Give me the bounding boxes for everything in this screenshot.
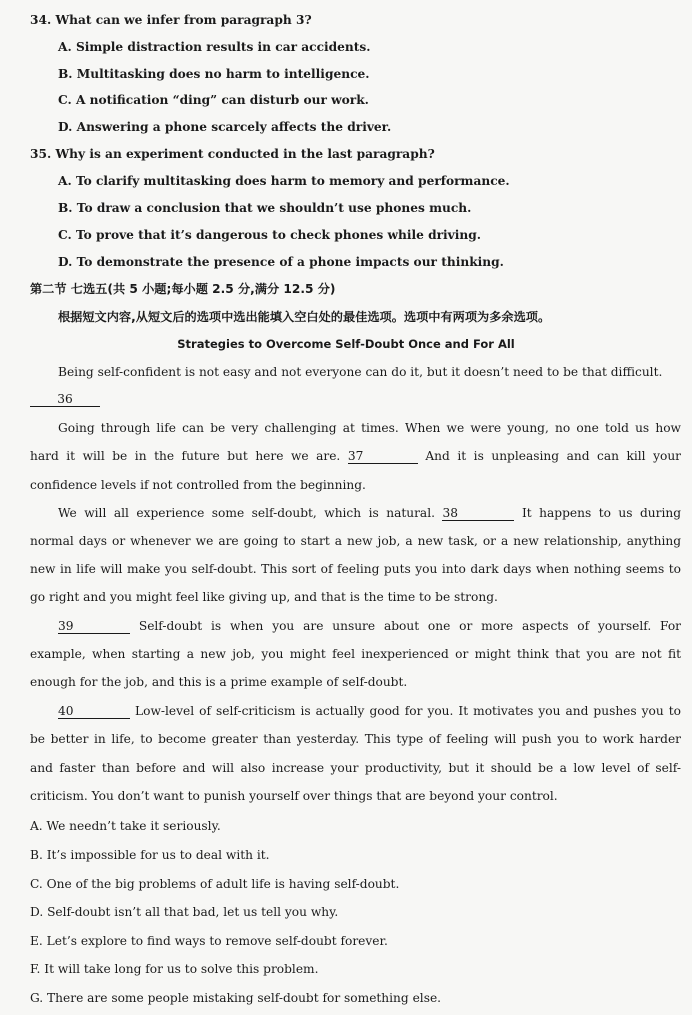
paragraph-4-line-3: enough for the job, and this is a prime example of self-doubt. (30, 675, 408, 689)
question-35-option-d: D. To demonstrate the presence of a phone impacts our thinking. (58, 255, 504, 269)
paragraph-2-line-2-text-b: And it is unpleasing and can kill your (425, 449, 681, 463)
paragraph-3-line-1 (58, 505, 681, 521)
question-35-option-b: B. To draw a conclusion that we shouldn’t use phones much. (58, 201, 472, 215)
paragraph-2-line-1: Going through life can be very challenging at times. When we were young, no one told us how (58, 421, 681, 435)
blank-37: 37 (348, 450, 418, 464)
blank-38: 38 (442, 507, 514, 521)
paragraph-5-line-1 (58, 703, 681, 719)
paragraph-4-line-1 (58, 618, 681, 634)
section-heading: 第二节 七选五(共 5 小题;每小题 2.5 分,满分 12.5 分) (30, 282, 336, 296)
blank-39: 39 (58, 620, 130, 634)
choice-d: D. Self-doubt isn’t all that bad, let us tell you why. (30, 905, 339, 919)
choice-b: B. It’s impossible for us to deal with it. (30, 848, 270, 862)
paragraph-3-line-1-text-a: We will all experience some self-doubt, which is natural. (58, 506, 435, 520)
section-instruction: 根据短文内容,从短文后的选项中选出能填入空白处的最佳选项。选项中有两项为多余选项。 (58, 310, 551, 324)
question-34-stem: 34. What can we infer from paragraph 3? (30, 13, 312, 27)
question-34-option-c: C. A notification “ding” can disturb our work. (58, 93, 369, 107)
blank-40: 40 (58, 705, 130, 719)
passage-title: Strategies to Overcome Self-Doubt Once and For All (177, 337, 515, 351)
paragraph-5-line-4: criticism. You don’t want to punish yourself over things that are beyond your control. (30, 789, 558, 803)
paragraph-2-line-2-text-a: hard it will be in the future but here we are. (30, 449, 341, 463)
choice-a: A. We needn’t take it seriously. (30, 819, 221, 833)
question-34-option-a: A. Simple distraction results in car accidents. (58, 40, 371, 54)
choice-c: C. One of the big problems of adult life is having self-doubt. (30, 877, 400, 891)
paragraph-3-line-2: normal days or whenever we are going to start a new job, a new task, or a new relationship, anything (30, 534, 681, 548)
passage-intro: Being self-confident is not easy and not everyone can do it, but it doesn’t need to be that difficult. (58, 365, 663, 379)
paragraph-4-line-2: example, when starting a new job, you might feel inexperienced or might think that you are not fit (30, 647, 681, 661)
question-35-option-a: A. To clarify multitasking does harm to memory and performance. (58, 174, 510, 188)
choice-e: E. Let’s explore to find ways to remove self-doubt forever. (30, 934, 388, 948)
paragraph-5-line-2: be better in life, to become greater than yesterday. This type of feeling will push you to work harder (30, 732, 681, 746)
paragraph-3-line-4: go right and you might feel like giving up, and that is the time to be strong. (30, 590, 498, 604)
paragraph-3-line-3: new in life will make you self-doubt. This sort of feeling puts you into dark days when nothing seems to (30, 562, 681, 576)
blank-36-line (30, 391, 100, 407)
blank-36: 36 (30, 393, 100, 407)
choice-g: G. There are some people mistaking self-doubt for something else. (30, 991, 442, 1005)
question-35-option-c: C. To prove that it’s dangerous to check phones while driving. (58, 228, 481, 242)
paragraph-3-line-1-text-b: It happens to us during (521, 506, 682, 520)
paragraph-4-line-1-text: Self-doubt is when you are unsure about one or more aspects of yourself. For (138, 619, 681, 633)
question-34-option-b: B. Multitasking does no harm to intelligence. (58, 67, 370, 81)
paragraph-5-line-1-text: Low-level of self-criticism is actually good for you. It motivates you and pushes you to (135, 704, 681, 718)
paragraph-2-line-2 (30, 448, 681, 464)
question-34-option-d: D. Answering a phone scarcely affects the driver. (58, 120, 392, 134)
choice-f: F. It will take long for us to solve this problem. (30, 962, 319, 976)
paragraph-5-line-3: and faster than before and will also increase your productivity, but it should be a low level of self- (30, 761, 681, 775)
question-35-stem: 35. Why is an experiment conducted in the last paragraph? (30, 147, 435, 161)
paragraph-2-line-3: confidence levels if not controlled from the beginning. (30, 478, 366, 492)
